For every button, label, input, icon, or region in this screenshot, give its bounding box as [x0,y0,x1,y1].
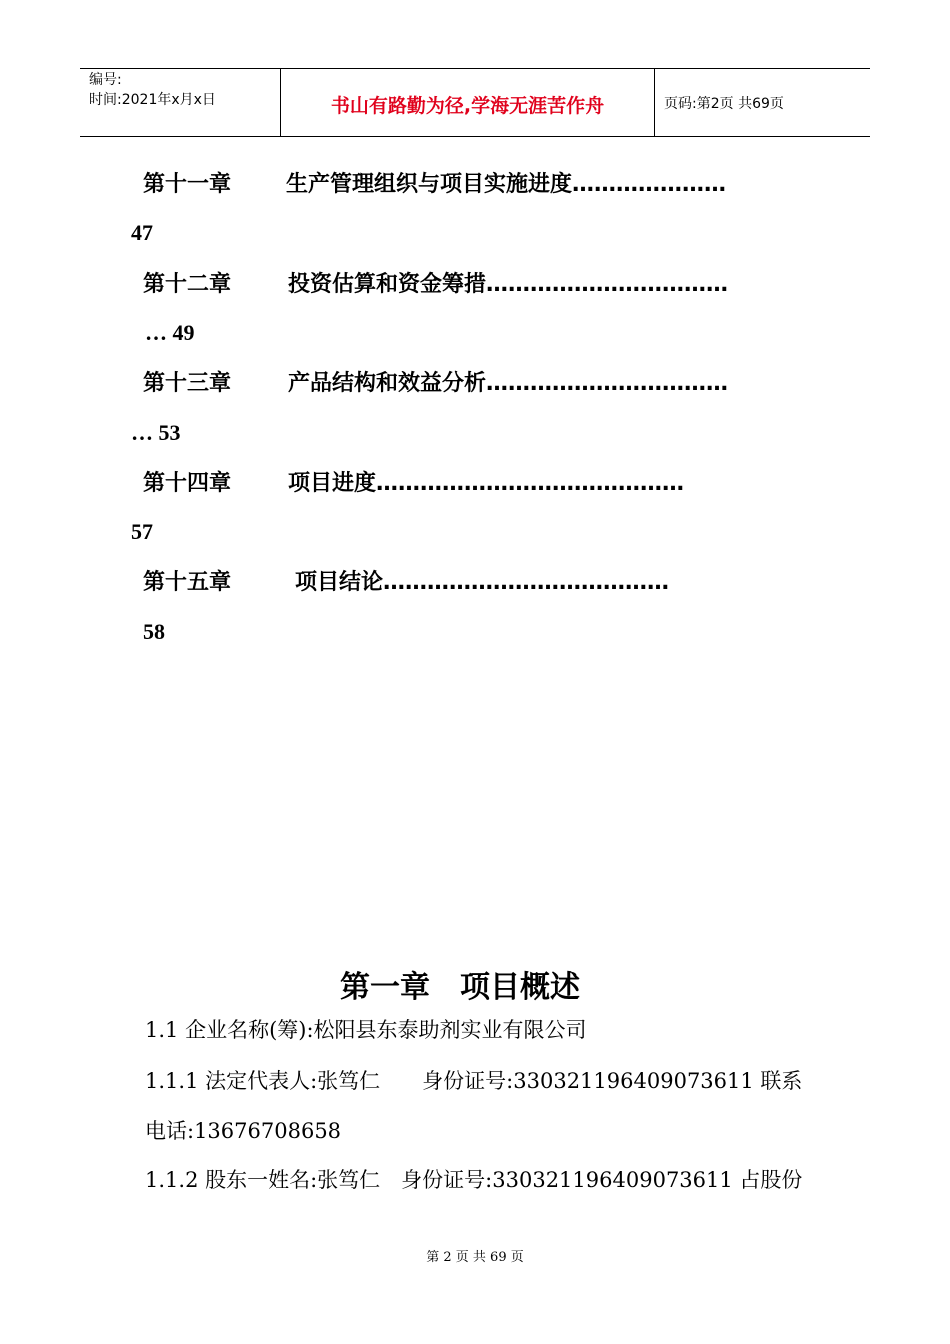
toc-title: 项目结论 [295,570,384,595]
paragraph-legal-rep: 1.1.1 法定代表人:张笃仁 身份证号:330321196409073611 联系 [145,1069,803,1093]
toc-leader-dots: …………………………… [486,371,729,396]
header-left-cell [80,69,280,136]
toc-leader-dots: ………………… [572,172,727,197]
toc-leader-dots: …………………………… [486,272,729,297]
toc-title: 投资估算和资金筹措 [288,272,487,297]
page-footer: 第 2 页 共 69 页 [426,1250,524,1265]
paragraph-company-name: 1.1 企业名称(筹):松阳县东泰助剂实业有限公司 [145,1018,587,1042]
toc-entry-12[interactable] [143,270,728,300]
number-label: 编号: [89,72,122,88]
toc-page-number: 58 [143,619,165,644]
time-label: 时间:2021年x月x日 [89,92,216,108]
toc-chapter: 第十二章 [143,272,232,297]
toc-entry-11[interactable] [143,170,726,200]
toc-page-number: … 49 [145,320,195,345]
toc-entry-15[interactable] [143,568,669,598]
toc-leader-dots: …………………………………… [376,471,685,496]
toc-page-number: 57 [131,519,153,544]
toc-title: 生产管理组织与项目实施进度 [286,172,573,197]
header-motto: 书山有路勤为径,学海无涯苦作舟 [330,95,605,117]
toc-title: 产品结构和效益分析 [288,371,487,396]
toc-page-number: 47 [131,220,153,245]
paragraph-shareholder: 1.1.2 股东一姓名:张笃仁 身份证号:330321196409073611 占股份 [145,1168,803,1192]
chapter-title: 第一章 项目概述 [340,970,580,1005]
toc-chapter: 第十一章 [143,172,232,197]
page-header [80,68,870,137]
toc-title: 项目进度 [288,471,377,496]
header-page-info: 页码:第2页 共69页 [664,96,784,112]
toc-page-number: … 53 [131,420,181,445]
toc-leader-dots: ………………………………… [383,570,670,595]
header-right-cell [654,69,870,136]
toc-chapter: 第十五章 [143,570,232,595]
toc-entry-13[interactable] [143,369,728,399]
toc-chapter: 第十三章 [143,371,232,396]
header-motto-cell [280,69,655,136]
paragraph-phone: 电话:13676708658 [145,1119,342,1143]
toc-chapter: 第十四章 [143,471,232,496]
toc-entry-14[interactable] [143,469,684,499]
